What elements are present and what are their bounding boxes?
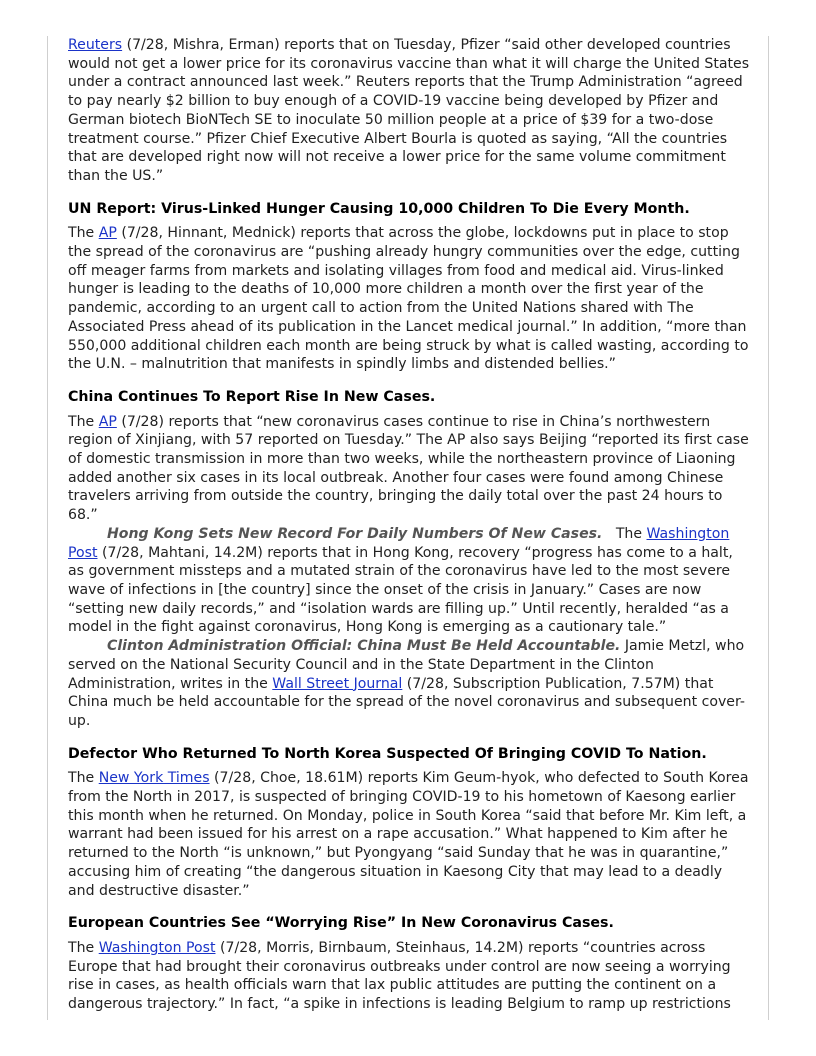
clinton-subhead: Clinton Administration Official: China Must Be Held Accountable. — [107, 638, 621, 655]
wsj-link[interactable]: Wall Street Journal — [272, 675, 403, 692]
reuters-link[interactable]: Reuters — [68, 37, 123, 53]
china-pre: The — [68, 413, 99, 430]
hk-pre: The — [602, 525, 647, 542]
un-text: (7/28, Hinnant, Mednick) reports that across the globe, lockdowns put in place to stop the spread of the coronavirus are “pushing already hungry communities over the edge, cutting off meager farms from markets and isolating villages from food and medical aid. Virus-linked hunger is leading to the deaths of 10,000 more children a month over the first year of the pandemic, according to an urgent call to action from the United Nations shared with The Associated Press ahead of its publication in the Lancet medical journal.” In addition, “more than 550,000 additional children each month are being struck by what is called wasting, according to the U.N. – malnutrition that manifests in spindly limbs and distended bellies.” — [68, 225, 749, 373]
clinton-pre: Jamie Metzl, who served on the National Security Council and in the State Department in the Clinton Administration, writes in the — [68, 638, 745, 692]
clinton-paragraph — [68, 637, 750, 731]
washington-post-link-hk[interactable]: Washington Post — [68, 525, 730, 561]
un-heading: UN Report: Virus-Linked Hunger Causing 10,000 Children To Die Every Month. — [68, 200, 690, 217]
un-pre: The — [68, 225, 99, 242]
china-heading: China Continues To Report Rise In New Cases. — [68, 388, 436, 405]
article-column — [68, 36, 750, 1014]
hk-subhead: Hong Kong Sets New Record For Daily Numbers Of New Cases. — [107, 525, 603, 542]
nk-paragraph — [68, 769, 750, 900]
intro-paragraph — [68, 36, 750, 186]
europe-paragraph — [68, 939, 750, 1014]
left-margin-rule — [47, 36, 48, 1020]
china-paragraph — [68, 413, 750, 525]
un-paragraph — [68, 224, 750, 374]
china-text: (7/28) reports that “new coronavirus cases continue to rise in China’s northwestern region of Xinjiang, with 57 reported on Tuesday.” The AP also says Beijing “reported its first case of domestic transmission in more than two weeks, while the northeastern province of Liaoning added another six cases in its local outbreak. Another four cases were found among Chinese travelers arriving from outside the country, bringing the daily total over the past 24 hours to 68.” — [68, 413, 749, 524]
right-margin-rule — [768, 36, 769, 1020]
nk-text: (7/28, Choe, 18.61M) reports Kim Geum-hyok, who defected to South Korea from the North in 2017, is suspected of bringing COVID-19 to his hometown of Kaesong earlier this month when he returned. On Monday, police in South Korea “said that before Mr. Kim left, a warrant had been issued for his arrest on a rape accusation.” What happened to Kim after he returned to the North “is unknown,” but Pyongyang “said Sunday that he was in quarantine,” accusing him of creating “the dangerous situation in Kaesong City that may lead to a deadly and destructive disaster.” — [68, 770, 749, 899]
washington-post-link-europe[interactable]: Washington Post — [98, 939, 216, 956]
nyt-link[interactable]: New York Times — [98, 770, 210, 787]
intro-text: (7/28, Mishra, Erman) reports that on Tuesday, Pfizer “said other developed countries would not get a lower price for its coronavirus vaccine than what it will charge the United States under a contract announced last week.” Reuters reports that the Trump Administration “agreed to pay nearly $2 billion to buy enough of a COVID-19 vaccine being developed by Pfizer and German biotech BioNTech SE to inoculate 50 million people at a price of $39 for a two-dose treatment course.” Pfizer Chief Executive Albert Bourla is quoted as saying, “All the countries that are developed right now will not receive a lower price for the same volume commitment than the US.” — [68, 37, 750, 184]
europe-pre: The — [68, 939, 99, 956]
europe-text: (7/28, Morris, Birnbaum, Steinhaus, 14.2M) reports “countries across Europe that had brought their coronavirus outbreaks under control are now seeing a worrying rise in cases, as health officials warn that lax public attitudes are putting the continent on a dangerous trajectory.” In fact, “a spike in infections is leading Belgium to ramp up restrictions — [68, 939, 731, 1013]
nk-pre: The — [68, 770, 99, 787]
ap-link-china[interactable]: AP — [98, 413, 117, 430]
hk-text: (7/28, Mahtani, 14.2M) reports that in Hong Kong, recovery “progress has come to a halt, as government missteps and a mutated strain of the coronavirus have led to the most severe wave of infections in [the country] since the onset of the crisis in January.” Cases are now “setting new daily records,” and “isolation wards are filling up.” Until recently, heralded “as a model in the fight against coronavirus, Hong Kong is emerging as a cautionary tale.” — [68, 544, 733, 636]
europe-heading: European Countries See “Worrying Rise” In New Coronavirus Cases. — [68, 915, 614, 932]
hk-paragraph — [68, 525, 750, 637]
clinton-text: (7/28, Subscription Publication, 7.57M) that China much be held accountable for the spread of the novel coronavirus and subsequent cover-up. — [68, 675, 745, 729]
nk-heading: Defector Who Returned To North Korea Suspected Of Bringing COVID To Nation. — [68, 745, 707, 762]
ap-link-un[interactable]: AP — [98, 225, 117, 242]
